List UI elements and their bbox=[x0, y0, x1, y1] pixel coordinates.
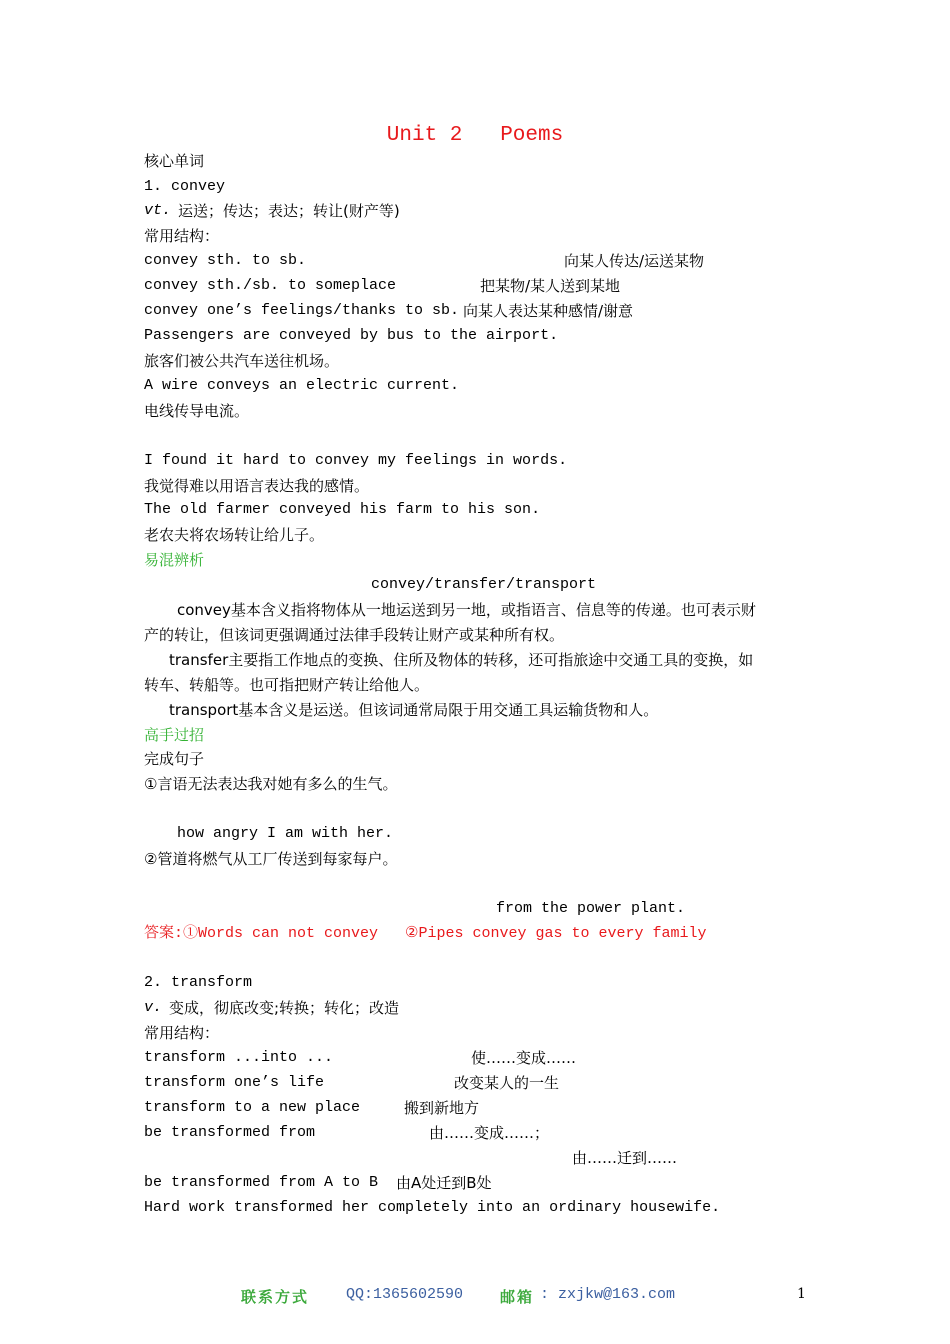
exercise-blank-line: from the power plant. bbox=[496, 900, 686, 917]
phrase-meaning: 搬到新地方 bbox=[404, 1099, 480, 1117]
exercise-prompt: ①言语无法表达我对她有多么的生气。 bbox=[144, 775, 398, 793]
phrase-meaning: 向某人表达某种感情/谢意 bbox=[463, 302, 634, 320]
comparison-text: 转车、转船等。也可指把财产转让给他人。 bbox=[144, 676, 430, 694]
example-sentence: The old farmer conveyed his farm to his son. bbox=[144, 501, 541, 518]
phrase: be transformed from bbox=[144, 1124, 316, 1141]
phrase: transform ...into ... bbox=[144, 1049, 334, 1066]
example-translation: 旅客们被公共汽车送往机场。 bbox=[144, 352, 340, 370]
structure-label: 常用结构： bbox=[144, 227, 220, 245]
exercise-instruction: 完成句子 bbox=[144, 750, 205, 768]
example-sentence: A wire conveys an electric current. bbox=[144, 377, 460, 394]
footer-contact-label: 联系方式 bbox=[241, 1288, 310, 1306]
word-heading: 2. transform bbox=[144, 974, 253, 991]
exercise-prompt: ②管道将燃气从工厂传送到每家每户。 bbox=[144, 850, 398, 868]
example-sentence: Hard work transformed her completely into an ordinary housewife. bbox=[144, 1199, 721, 1216]
phrase: be transformed from A to B bbox=[144, 1174, 379, 1191]
comparison-text: 产的转让，但该词更强调通过法律手段转让财产或某种所有权。 bbox=[144, 626, 565, 644]
answer-line: 答案:①Words can not convey ②Pipes convey gas to every family bbox=[144, 925, 707, 942]
exercise-blank-line: how angry I am with her. bbox=[177, 825, 394, 842]
comparison-text: convey基本含义指将物体从一地运送到另一地，或指语言、信息等的传递。也可表示财 bbox=[177, 601, 756, 619]
phrase-meaning: 由……变成……； bbox=[429, 1124, 550, 1142]
structure-label: 常用结构： bbox=[144, 1024, 220, 1042]
phrase-meaning: 向某人传达/运送某物 bbox=[564, 252, 705, 270]
exercise-heading: 高手过招 bbox=[144, 726, 205, 744]
example-sentence: I found it hard to convey my feelings in words. bbox=[144, 452, 568, 469]
page-number: 1 bbox=[797, 1286, 806, 1302]
comparison-heading: 易混辨析 bbox=[144, 551, 205, 569]
phrase-meaning: 由……迁到…… bbox=[572, 1149, 678, 1167]
example-translation: 老农夫将农场转让给儿子。 bbox=[144, 526, 325, 544]
footer-qq: QQ:1365602590 bbox=[346, 1286, 464, 1303]
comparison-text: transfer主要指工作地点的变换、住所及物体的转移，还可指旅途中交通工具的变换，如 bbox=[169, 651, 754, 669]
part-of-speech: v. bbox=[144, 999, 163, 1016]
footer-email: : zxjkw@163.com bbox=[540, 1286, 676, 1303]
comparison-text: transport基本含义是运送。但该词通常局限于用交通工具运输货物和人。 bbox=[169, 701, 659, 719]
definition: 运送；传达；表达；转让(财产等) bbox=[178, 202, 400, 220]
phrase: convey sth./sb. to someplace bbox=[144, 277, 397, 294]
definition: 变成，彻底改变;转换；转化；改造 bbox=[169, 999, 400, 1017]
page-title: Unit 2 Poems bbox=[386, 124, 564, 147]
phrase: convey sth. to sb. bbox=[144, 252, 307, 269]
phrase-meaning: 使……变成…… bbox=[471, 1049, 577, 1067]
section-heading: 核心单词 bbox=[144, 152, 205, 170]
phrase-meaning: 由A处迁到B处 bbox=[396, 1174, 492, 1192]
part-of-speech: vt. bbox=[144, 202, 172, 219]
phrase: transform to a new place bbox=[144, 1099, 361, 1116]
example-sentence: Passengers are conveyed by bus to the airport. bbox=[144, 327, 559, 344]
footer-email-label: 邮箱 bbox=[500, 1288, 535, 1306]
phrase: convey one’s feelings/thanks to sb. bbox=[144, 302, 460, 319]
comparison-words: convey/transfer/transport bbox=[371, 576, 597, 593]
phrase-meaning: 把某物/某人送到某地 bbox=[480, 277, 621, 295]
word-heading: 1. convey bbox=[144, 178, 226, 195]
example-translation: 我觉得难以用语言表达我的感情。 bbox=[144, 477, 370, 495]
phrase-meaning: 改变某人的一生 bbox=[454, 1074, 560, 1092]
phrase: transform one’s life bbox=[144, 1074, 325, 1091]
page-footer bbox=[0, 1284, 950, 1308]
example-translation: 电线传导电流。 bbox=[144, 402, 250, 420]
